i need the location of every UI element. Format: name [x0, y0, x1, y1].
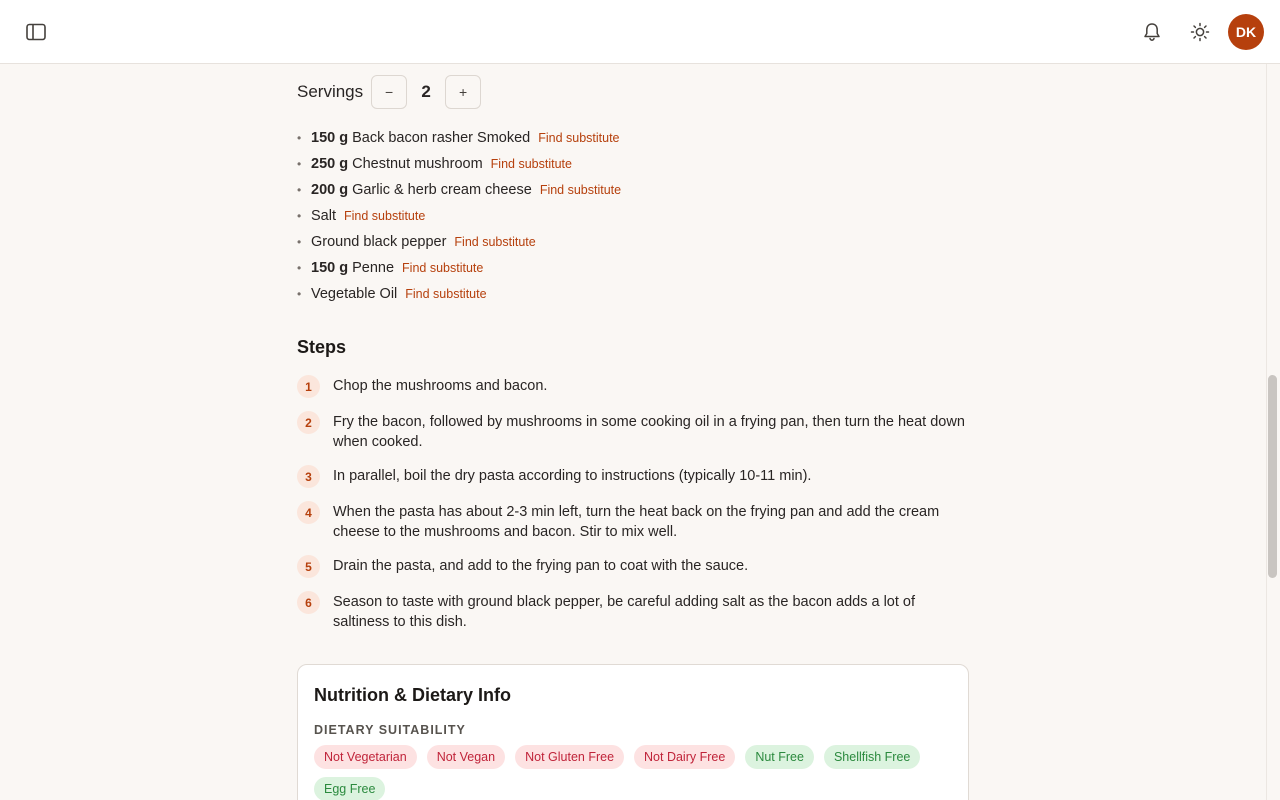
bullet-icon: • — [297, 261, 302, 275]
ingredient-name: Ground black pepper — [311, 234, 447, 250]
step-text: Season to taste with ground black pepper, be careful adding salt as the bacon adds a lot of saltiness to this dish. — [333, 594, 916, 630]
avatar[interactable]: DK — [1228, 14, 1264, 50]
top-bar — [0, 0, 1280, 64]
notifications-button[interactable] — [1138, 18, 1166, 46]
ingredient-item — [297, 281, 621, 307]
bullet-icon: • — [297, 209, 302, 223]
dietary-tag: Egg Free — [314, 777, 385, 800]
find-substitute-link[interactable]: Find substitute — [344, 209, 426, 223]
step-number: 4 — [297, 501, 320, 524]
scrollbar-thumb[interactable] — [1268, 375, 1277, 578]
ingredient-qty: 150 g — [311, 130, 349, 146]
servings-control — [297, 75, 481, 109]
ingredient-item — [297, 151, 621, 177]
ingredient-name: Vegetable Oil — [311, 286, 398, 302]
bullet-icon: • — [297, 235, 302, 249]
sun-icon — [1190, 22, 1210, 42]
step-number: 3 — [297, 465, 320, 488]
dietary-tag: Not Vegan — [427, 745, 505, 769]
find-substitute-link[interactable]: Find substitute — [490, 157, 572, 171]
ingredient-item — [297, 203, 621, 229]
ingredient-name: Salt — [311, 208, 336, 224]
dietary-tag: Nut Free — [745, 745, 814, 769]
ingredient-item — [297, 177, 621, 203]
ingredient-name: Back bacon rasher Smoked — [352, 130, 531, 146]
decrease-servings-button[interactable]: − — [371, 75, 407, 109]
step-item — [297, 591, 969, 632]
step-item — [297, 375, 969, 398]
step-item — [297, 501, 969, 542]
sidebar-toggle-icon — [26, 23, 46, 41]
nutrition-title: Nutrition & Dietary Info — [314, 685, 511, 705]
bullet-icon: • — [297, 183, 302, 197]
ingredients-list — [297, 125, 621, 307]
ingredient-name: Penne — [352, 260, 395, 276]
find-substitute-link[interactable]: Find substitute — [538, 131, 620, 145]
steps-title: Steps — [297, 337, 347, 357]
step-number: 5 — [297, 555, 320, 578]
step-number: 6 — [297, 591, 320, 614]
bullet-icon: • — [297, 287, 302, 301]
step-item — [297, 555, 969, 578]
servings-label: Servings — [297, 82, 364, 101]
step-text: When the pasta has about 2-3 min left, turn the heat back on the frying pan and add the cream cheese to the mushrooms and bacon. Stir to mix well. — [333, 504, 940, 540]
servings-value: 2 — [421, 82, 431, 101]
dietary-suitability-label: DIETARY SUITABILITY — [314, 723, 466, 737]
dietary-tags — [314, 745, 954, 800]
bullet-icon: • — [297, 131, 302, 145]
step-item — [297, 411, 969, 452]
ingredient-name: Chestnut mushroom — [352, 156, 483, 172]
increase-servings-button[interactable]: + — [445, 75, 481, 109]
ingredient-item — [297, 125, 621, 151]
bullet-icon: • — [297, 157, 302, 171]
ingredient-qty: 250 g — [311, 156, 349, 172]
find-substitute-link[interactable]: Find substitute — [405, 287, 487, 301]
dietary-tag: Shellfish Free — [824, 745, 920, 769]
sidebar-toggle-button[interactable] — [22, 18, 50, 46]
step-number: 1 — [297, 375, 320, 398]
nutrition-card — [297, 664, 969, 800]
step-item — [297, 465, 969, 488]
step-text: In parallel, boil the dry pasta according to instructions (typically 10-11 min). — [333, 468, 812, 484]
step-text: Fry the bacon, followed by mushrooms in some cooking oil in a frying pan, then turn the heat down when cooked. — [333, 414, 965, 450]
dietary-tag: Not Gluten Free — [515, 745, 624, 769]
ingredient-name: Garlic & herb cream cheese — [352, 182, 532, 198]
find-substitute-link[interactable]: Find substitute — [402, 261, 484, 275]
step-number: 2 — [297, 411, 320, 434]
step-text: Drain the pasta, and add to the frying pan to coat with the sauce. — [333, 558, 749, 574]
ingredient-qty: 150 g — [311, 260, 349, 276]
theme-toggle-button[interactable] — [1186, 18, 1214, 46]
dietary-tag: Not Vegetarian — [314, 745, 417, 769]
bell-icon — [1143, 22, 1161, 42]
find-substitute-link[interactable]: Find substitute — [539, 183, 622, 197]
dietary-tag: Not Dairy Free — [634, 745, 735, 769]
step-text: Chop the mushrooms and bacon. — [333, 378, 548, 394]
ingredient-item — [297, 255, 621, 281]
find-substitute-link[interactable]: Find substitute — [454, 235, 536, 249]
ingredient-qty: 200 g — [311, 182, 349, 198]
ingredient-item — [297, 229, 621, 255]
